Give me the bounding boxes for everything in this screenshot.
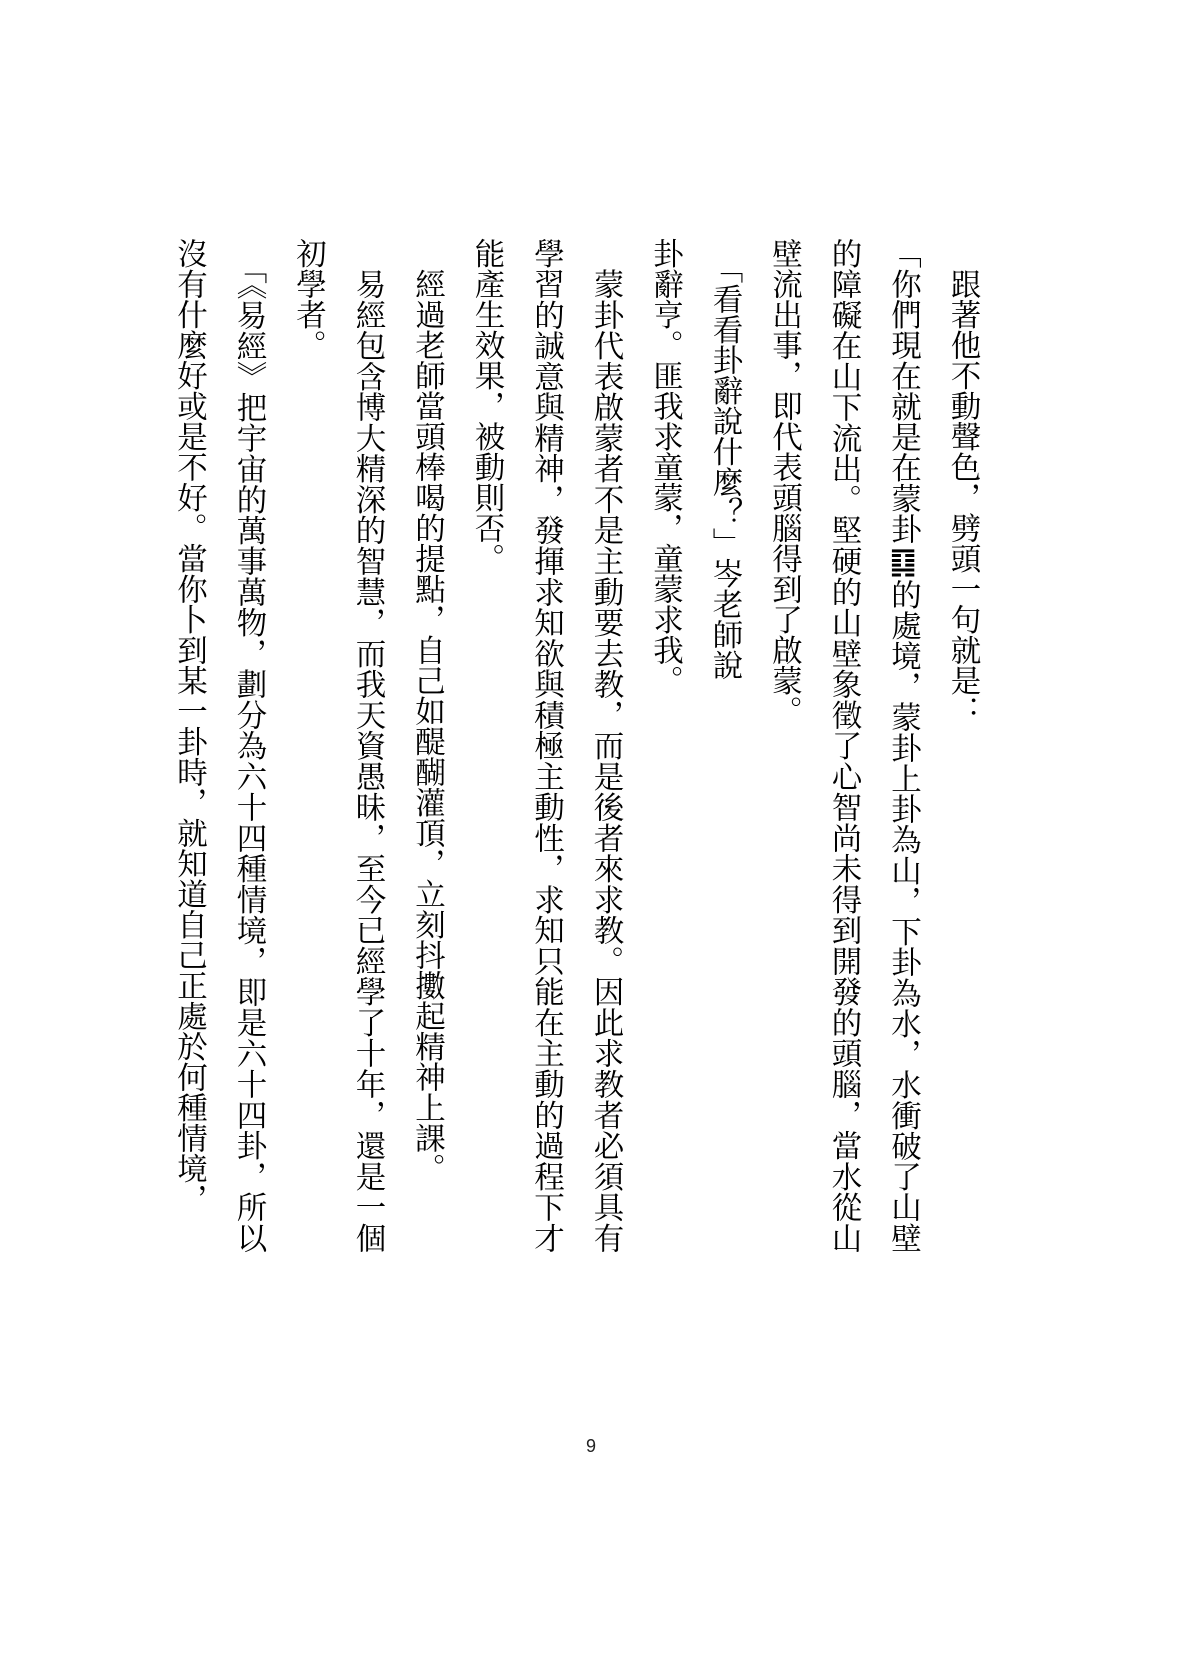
paragraph: 「《易經》把宇宙的萬事萬物，劃分為六十四種情境，即是六十四卦，所以沒有什麼好或是不好。當你卜到某一卦時，就知道自己正處於何種情境， <box>171 238 266 1253</box>
paragraph: 卦辭亨。匪我求童蒙，童蒙求我。 <box>647 238 683 696</box>
page-number: 9 <box>585 1436 596 1456</box>
vertical-text-body <box>159 238 992 1253</box>
paragraph: 易經包含博大精深的智慧，而我天資愚昧，至今已經學了十年，還是一個初學者。 <box>290 238 385 1253</box>
paragraph: 「看看卦辭說什麼？」岑老師說 <box>707 238 742 681</box>
paragraph: 「你們現在就是在蒙卦䷃的處境，蒙卦上卦為山，下卦為水，水衝破了山壁的障礙在山下流出。堅硬的山壁象徵了心智尚未得到開發的頭腦，當水從山壁流出事，即代表頭腦得到了啟蒙。 <box>766 238 921 1253</box>
paragraph: 經過老師當頭棒喝的提點，自己如醍醐灌頂，立刻抖擻起精神上課。 <box>409 238 445 1184</box>
paragraph: 跟著他不動聲色，劈頭一句就是： <box>945 238 980 726</box>
paragraph: 蒙卦代表啟蒙者不是主動要去教，而是後者來求教。因此求教者必須具有學習的誠意與精神，發揮求知欲與積極主動性，求知只能在主動的過程下才能產生效果，被動則否。 <box>469 238 623 1253</box>
